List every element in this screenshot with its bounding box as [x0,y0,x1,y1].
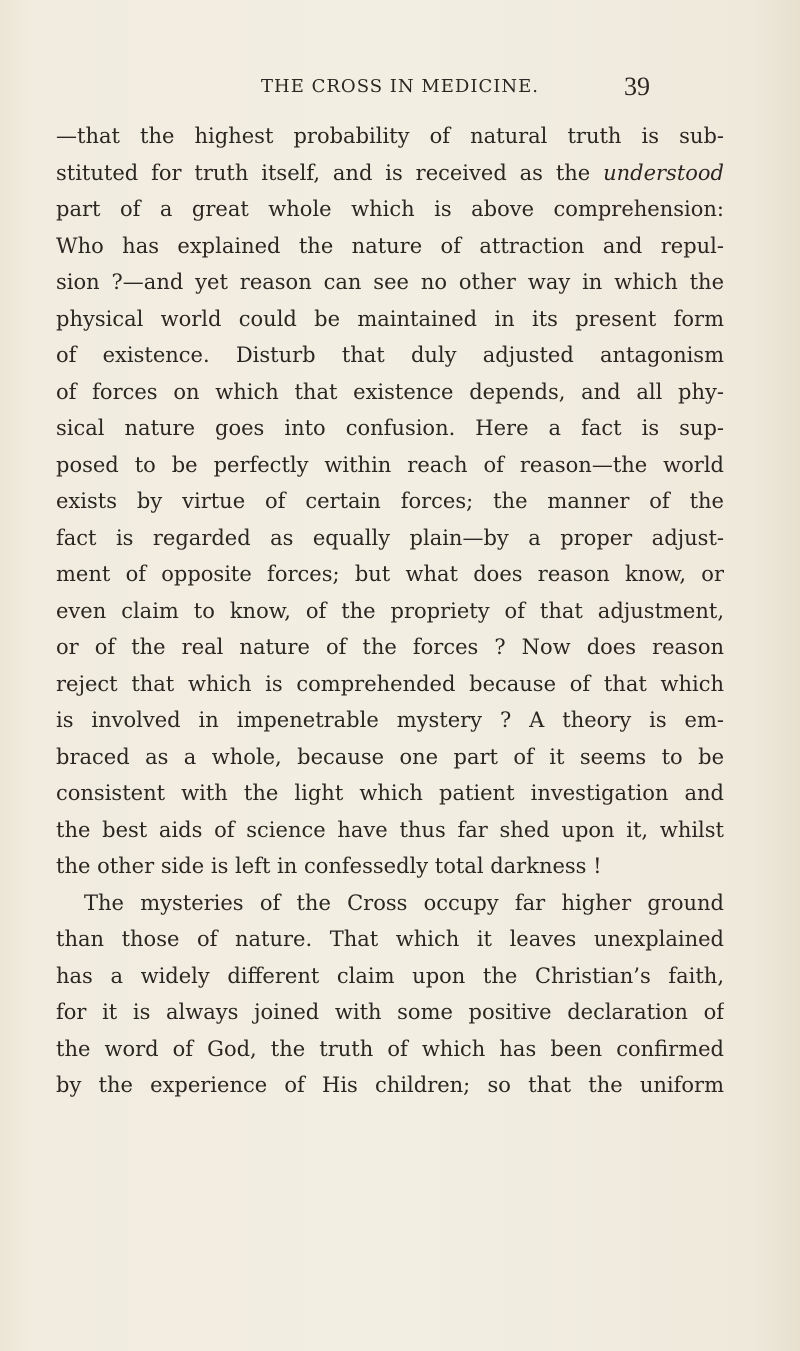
page-header [0,72,800,112]
paragraph-end-line: the other side is left in confessedly total darkness ! [56,854,602,878]
text-line: by the experience of His children; so that the uniform [56,1073,724,1097]
text-line: Who has explained the nature of attraction and repul- [56,233,724,258]
text-line: physical world could be maintained in its present form [56,306,724,331]
text-line: part of a great whole which is above comprehension: [56,197,724,221]
text-line: sical nature goes into confusion. Here a fact is sup- [56,416,724,440]
text-line: even claim to know, of the propriety of that adjustment, [56,598,724,623]
text-line: braced as a whole, because one part of it seems to be [56,744,724,769]
text-line: is involved in impenetrable mystery ? A theory is em- [56,708,724,732]
text-line: ment of opposite forces; but what does reason know, or [56,562,724,586]
body-text [56,118,724,1104]
page-number: 39 [624,72,650,101]
text-line: posed to be perfectly within reach of reason—the world [56,452,724,477]
text-line: consistent with the light which patient investigation and [56,781,724,805]
paragraph-start-line: The mysteries of the Cross occupy far higher ground [84,890,724,915]
text-line: of existence. Disturb that duly adjusted antagonism [56,343,724,367]
text-line: of forces on which that existence depends, and all phy- [56,379,724,404]
text-line: the best aids of science have thus far shed upon it, whilst [56,817,724,842]
text-line: than those of nature. That which it leaves unexplained [56,927,724,951]
text-line: reject that which is comprehended because of that which [56,671,724,696]
text-line: fact is regarded as equally plain—by a proper adjust- [56,525,724,550]
text-line: —that the highest probability of natural truth is sub- [56,124,724,148]
text-line: or of the real nature of the forces ? Now does reason [56,635,724,659]
text-line: sion ?—and yet reason can see no other way in which the [56,270,724,294]
text-line: the word of God, the truth of which has been confirmed [56,1036,724,1061]
text-line: exists by virtue of certain forces; the manner of the [56,489,724,513]
text-line: for it is always joined with some positive declaration of [56,1000,724,1024]
text-line: has a widely different claim upon the Christian’s faith, [56,963,724,988]
running-head: THE CROSS IN MEDICINE. [261,76,539,97]
italic-emphasis: understood [603,160,724,185]
text-line-with-italic: stituted for truth itself, and is received as the understood [56,160,724,185]
